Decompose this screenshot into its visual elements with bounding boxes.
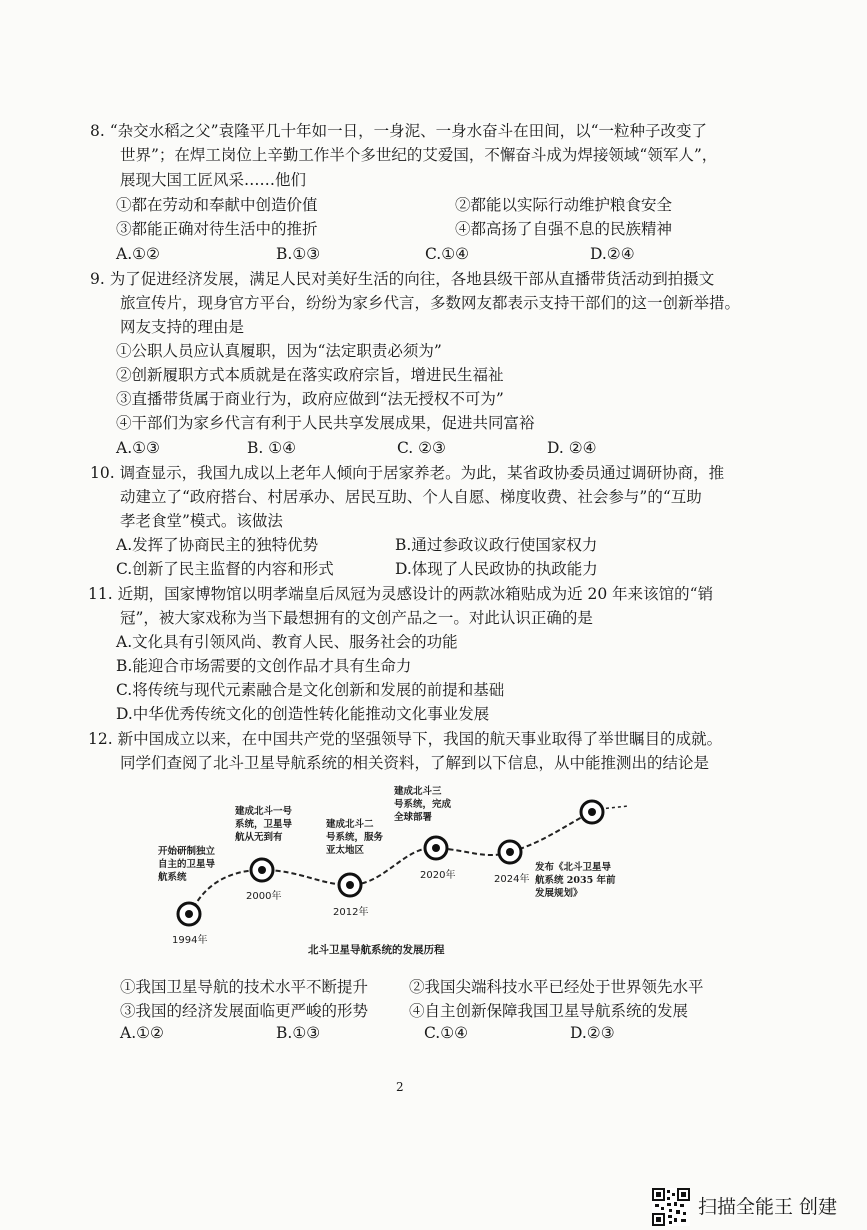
q12-item-3: ③我国的经济发展面临更严峻的形势 — [120, 1002, 369, 1020]
q8-item-2: ②都能以实际行动维护粮食安全 — [455, 196, 673, 214]
timeline-node-2024 — [499, 841, 521, 863]
timeline-node-2035-plan — [581, 801, 603, 823]
q12-choice-d: D.②③ — [570, 1024, 615, 1042]
timeline-label-2000: 建成北斗一号 系统，卫星导 航从无到有 — [235, 806, 293, 843]
q11-stem-line-2: 冠”，被大家戏称为当下最想拥有的文创产品之一。对此认识正确的是 — [120, 609, 593, 627]
q12-item-2: ②我国尖端科技水平已经处于世界领先水平 — [409, 978, 704, 996]
q10-choice-b: B.通过参政议政行使国家权力 — [395, 536, 598, 554]
q9-choice-b: B. ①④ — [247, 439, 297, 457]
timeline-label-2012: 建成北斗二 号系统，服务 亚太地区 — [326, 819, 384, 856]
page-number: 2 — [396, 1080, 404, 1094]
q8-choice-d: D.②④ — [590, 245, 635, 263]
q9-item-4: ④干部们为家乡代言有利于人民共享发展成果，促进共同富裕 — [116, 414, 535, 432]
timeline-node-2012 — [339, 874, 361, 896]
q8-stem-line-3: 展现大国工匠风采……他们 — [120, 171, 307, 189]
q8-item-4: ④都高扬了自强不息的民族精神 — [455, 220, 673, 238]
q9-item-3: ③直播带货属于商业行为，政府应做到“法无授权不可为” — [116, 390, 504, 408]
q12-stem-line-1: 12. 新中国成立以来，在中国共产党的坚强领导下，我国的航天事业取得了举世瞩目的成就。 — [88, 730, 723, 748]
q11-choice-c: C.将传统与现代元素融合是文化创新和发展的前提和基础 — [116, 681, 505, 699]
q10-choice-a: A.发挥了协商民主的独特优势 — [116, 536, 319, 554]
q9-choice-d: D. ②④ — [547, 439, 597, 457]
q9-choice-c: C. ②③ — [397, 439, 446, 457]
q11-stem-line-1: 11. 近期，国家博物馆以明孝端皇后凤冠为灵感设计的两款冰箱贴成为近 20 年来该馆的“销 — [88, 585, 714, 603]
timeline-label-1994: 开始研制独立 自主的卫星导 航系统 — [158, 846, 216, 883]
q11-choice-b: B.能迎合市场需要的文创作品才具有生命力 — [116, 657, 412, 675]
timeline-label-2035-plan: 发布《北斗卫星导 航系统 2035 年前 发展规划》 — [535, 862, 616, 899]
q12-stem-line-2: 同学们查阅了北斗卫星导航系统的相关资料，了解到以下信息，从中能推测出的结论是 — [120, 754, 710, 772]
q10-stem-line-1: 10. 调查显示，我国九成以上老年人倾向于居家养老。为此，某省政协委员通过调研协商，推 — [90, 464, 725, 482]
q9-stem-line-2: 旅宣传片，现身官方平台，纷纷为家乡代言，多数网友都表示支持干部们的这一创新举措。 — [120, 294, 741, 312]
scanner-watermark-text: 扫描全能王 创建 — [698, 1196, 838, 1218]
q10-stem-line-2: 动建立了“政府搭台、村居承办、居民互助、个人自愿、梯度收费、社会参与”的“互助 — [120, 488, 702, 506]
timeline-node-2020 — [425, 837, 447, 859]
timeline-year-2012: 2012年 — [333, 907, 369, 918]
q12-choice-b: B.①③ — [276, 1024, 321, 1042]
timeline-year-2000: 2000年 — [246, 891, 282, 902]
q11-choice-a: A.文化具有引领风尚、教育人民、服务社会的功能 — [116, 633, 458, 651]
timeline-caption: 北斗卫星导航系统的发展历程 — [308, 944, 445, 956]
timeline-year-1994: 1994年 — [172, 935, 208, 946]
q12-choice-a: A.①② — [120, 1024, 164, 1042]
q8-choice-c: C.①④ — [425, 245, 470, 263]
q12-item-1: ①我国卫星导航的技术水平不断提升 — [120, 978, 369, 996]
q8-choice-a: A.①② — [116, 245, 160, 263]
q8-stem-line-1: 8. “杂交水稻之父”袁隆平几十年如一日，一身泥、一身水奋斗在田间，以“一粒种子改变了 — [90, 122, 707, 140]
q8-stem-line-2: 世界”；在焊工岗位上辛勤工作半个多世纪的艾爱国，不懈奋斗成为焊接领域“领军人”， — [120, 146, 718, 164]
q10-choice-c: C.创新了民主监督的内容和形式 — [116, 560, 334, 578]
timeline-year-2024: 2024年 — [494, 874, 530, 885]
timeline-node-2000 — [251, 859, 273, 881]
q11-choice-d: D.中华优秀传统文化的创造性转化能推动文化事业发展 — [116, 705, 490, 723]
q8-item-1: ①都在劳动和奉献中创造价值 — [116, 196, 318, 214]
q8-choice-b: B.①③ — [276, 245, 321, 263]
timeline-path-tail — [600, 806, 628, 809]
q8-item-3: ③都能正确对待生活中的推折 — [116, 220, 318, 238]
q9-choice-a: A.①③ — [116, 439, 160, 457]
q9-item-1: ①公职人员应认真履职，因为“法定职责必须为” — [116, 342, 442, 360]
q9-stem-line-3: 网友支持的理由是 — [120, 318, 245, 336]
timeline-node-1994 — [178, 903, 200, 925]
q10-choice-d: D.体现了人民政协的执政能力 — [395, 560, 598, 578]
qr-code-icon — [652, 1188, 690, 1226]
q12-choice-c: C.①④ — [424, 1024, 469, 1042]
timeline-label-2020: 建成北斗三 号系统，完成 全球部署 — [394, 786, 452, 823]
q12-item-4: ④自主创新保障我国卫星导航系统的发展 — [409, 1002, 689, 1020]
q9-item-2: ②创新履职方式本质就是在落实政府宗旨，增进民生福祉 — [116, 366, 504, 384]
q10-stem-line-3: 孝老食堂”模式。该做法 — [120, 512, 283, 530]
timeline-year-2020: 2020年 — [420, 870, 456, 881]
q9-stem-line-1: 9. 为了促进经济发展，满足人民对美好生活的向往，各地县级干部从直播带货活动到拍摄文 — [90, 270, 715, 288]
